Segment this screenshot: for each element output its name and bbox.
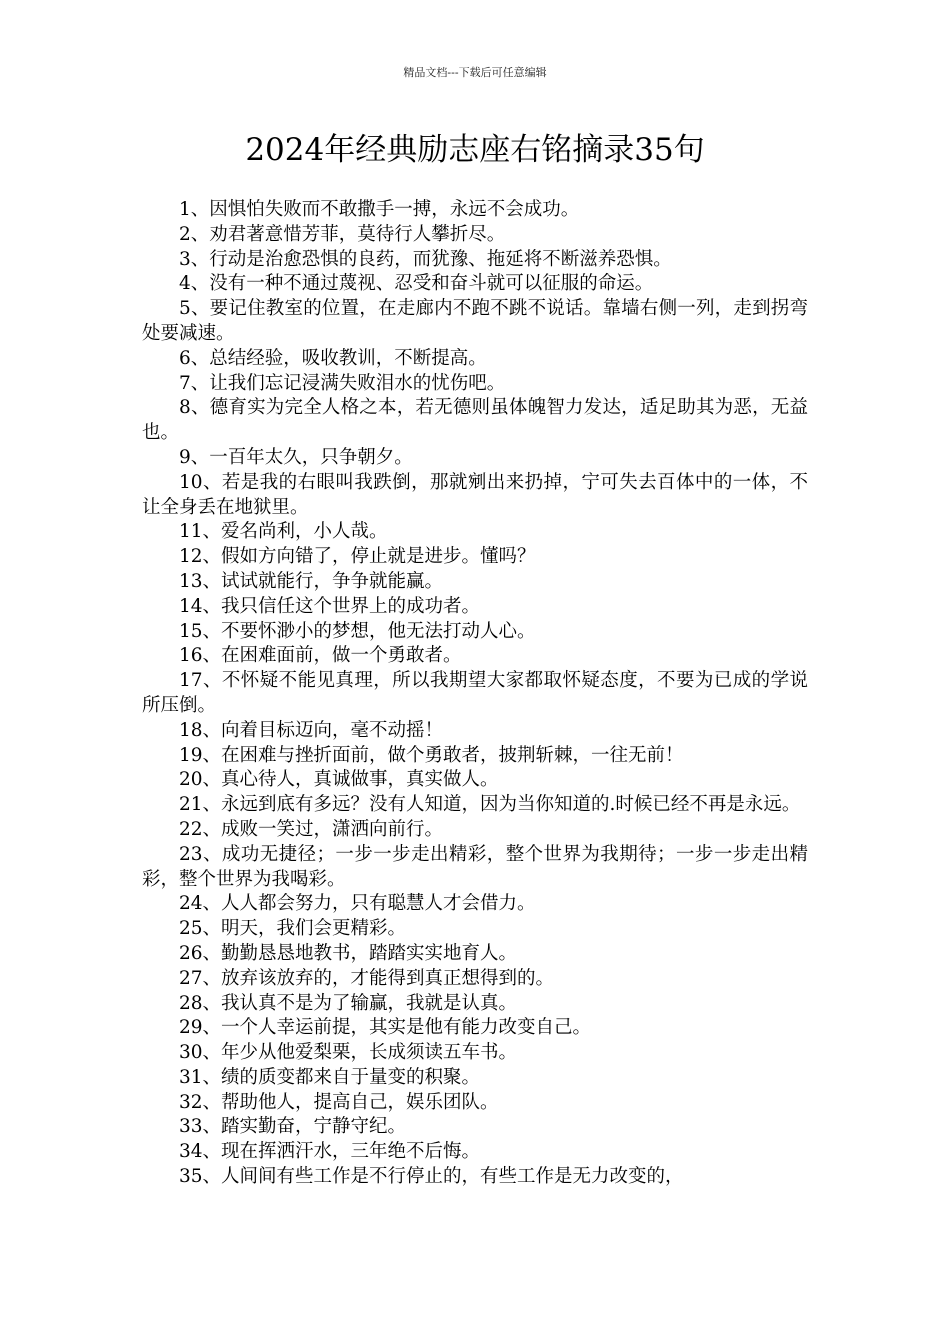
quote-item: 20、真心待人，真诚做事，真实做人。	[179, 769, 499, 791]
quote-item: 3、行动是治愈恐惧的良药，而犹豫、拖延将不断滋养恐惧。	[179, 248, 672, 270]
quote-item: 14、我只信任这个世界上的成功者。	[179, 595, 481, 617]
quote-item: 31、绩的质变都来自于量变的积聚。	[179, 1066, 481, 1088]
quote-item: 15、不要怀渺小的梦想，他无法打动人心。	[179, 620, 536, 642]
quote-item: 9、一百年太久，只争朝夕。	[179, 446, 413, 468]
quote-item: 13、试试就能行，争争就能赢。	[179, 570, 444, 592]
quote-item: 21、永远到底有多远？没有人知道，因为当你知道的.时候已经不再是永远。	[179, 794, 801, 816]
quote-item: 4、没有一种不通过蔑视、忍受和奋斗就可以征服的命运。	[179, 273, 654, 295]
quote-item: 35、人间间有些工作是不行停止的，有些工作是无力改变的，	[179, 1166, 684, 1188]
quote-item: 7、让我们忘记浸满失败泪水的忧伤吧。	[179, 372, 506, 394]
quote-item: 5、要记住教室的位置，在走廊内不跑不跳不说话。靠墙右侧一列，走到拐弯处要减速。	[142, 298, 808, 344]
quote-item: 25、明天，我们会更精彩。	[179, 918, 407, 940]
header-note: 精品文档---下载后可任意编辑	[403, 66, 547, 79]
quote-item: 6、总结经验，吸收教训，不断提高。	[179, 347, 487, 369]
quote-item: 8、德育实为完全人格之本，若无德则虽体魄智力发达，适足助其为恶，无益也。	[142, 397, 808, 444]
quote-item: 28、我认真不是为了输赢，我就是认真。	[179, 992, 518, 1014]
quote-item: 30、年少从他爱梨栗，长成须读五车书。	[179, 1042, 518, 1064]
quote-list	[142, 198, 808, 1190]
quote-item: 1、因惧怕失败而不敢撒手一搏，永远不会成功。	[179, 199, 580, 220]
quote-item: 10、若是我的右眼叫我跌倒，那就剜出来扔掉，宁可失去百体中的一体，不让全身丢在地狱里。	[142, 471, 808, 518]
quote-item: 17、不怀疑不能见真理，所以我期望大家都取怀疑态度，不要为已成的学说所压倒。	[142, 670, 808, 716]
quote-item: 23、成功无捷径；一步一步走出精彩，整个世界为我期待；一步一步走出精彩，整个世界为我喝彩。	[142, 843, 808, 890]
quote-item: 22、成败一笑过，潇洒向前行。	[179, 818, 444, 840]
quote-item: 26、勤勤恳恳地教书，踏踏实实地育人。	[179, 942, 518, 964]
quote-item: 18、向着目标迈向，毫不动摇！	[179, 719, 444, 741]
quote-item: 33、踏实勤奋，宁静守纪。	[179, 1116, 407, 1138]
quote-item: 24、人人都会努力，只有聪慧人才会借力。	[179, 893, 536, 915]
quote-item: 34、现在挥洒汗水，三年绝不后悔。	[179, 1141, 481, 1163]
quote-item: 2、劝君著意惜芳菲，莫待行人攀折尽。	[179, 223, 506, 245]
quote-item: 12、假如方向错了，停止就是进步。懂吗？	[179, 546, 536, 568]
quote-item: 29、一个人幸运前提，其实是他有能力改变自己。	[179, 1017, 592, 1039]
quote-item: 32、帮助他人，提高自己，娱乐团队。	[179, 1091, 499, 1113]
quote-item: 27、放弃该放弃的，才能得到真正想得到的。	[179, 967, 555, 989]
document-title: 2024年经典励志座右铭摘录35句	[245, 132, 705, 168]
quote-item: 19、在困难与挫折面前，做个勇敢者，披荆斩棘，一往无前！	[179, 744, 684, 766]
quote-item: 11、爱名尚利，小人哉。	[179, 521, 388, 543]
quote-item: 16、在困难面前，做一个勇敢者。	[179, 645, 462, 667]
